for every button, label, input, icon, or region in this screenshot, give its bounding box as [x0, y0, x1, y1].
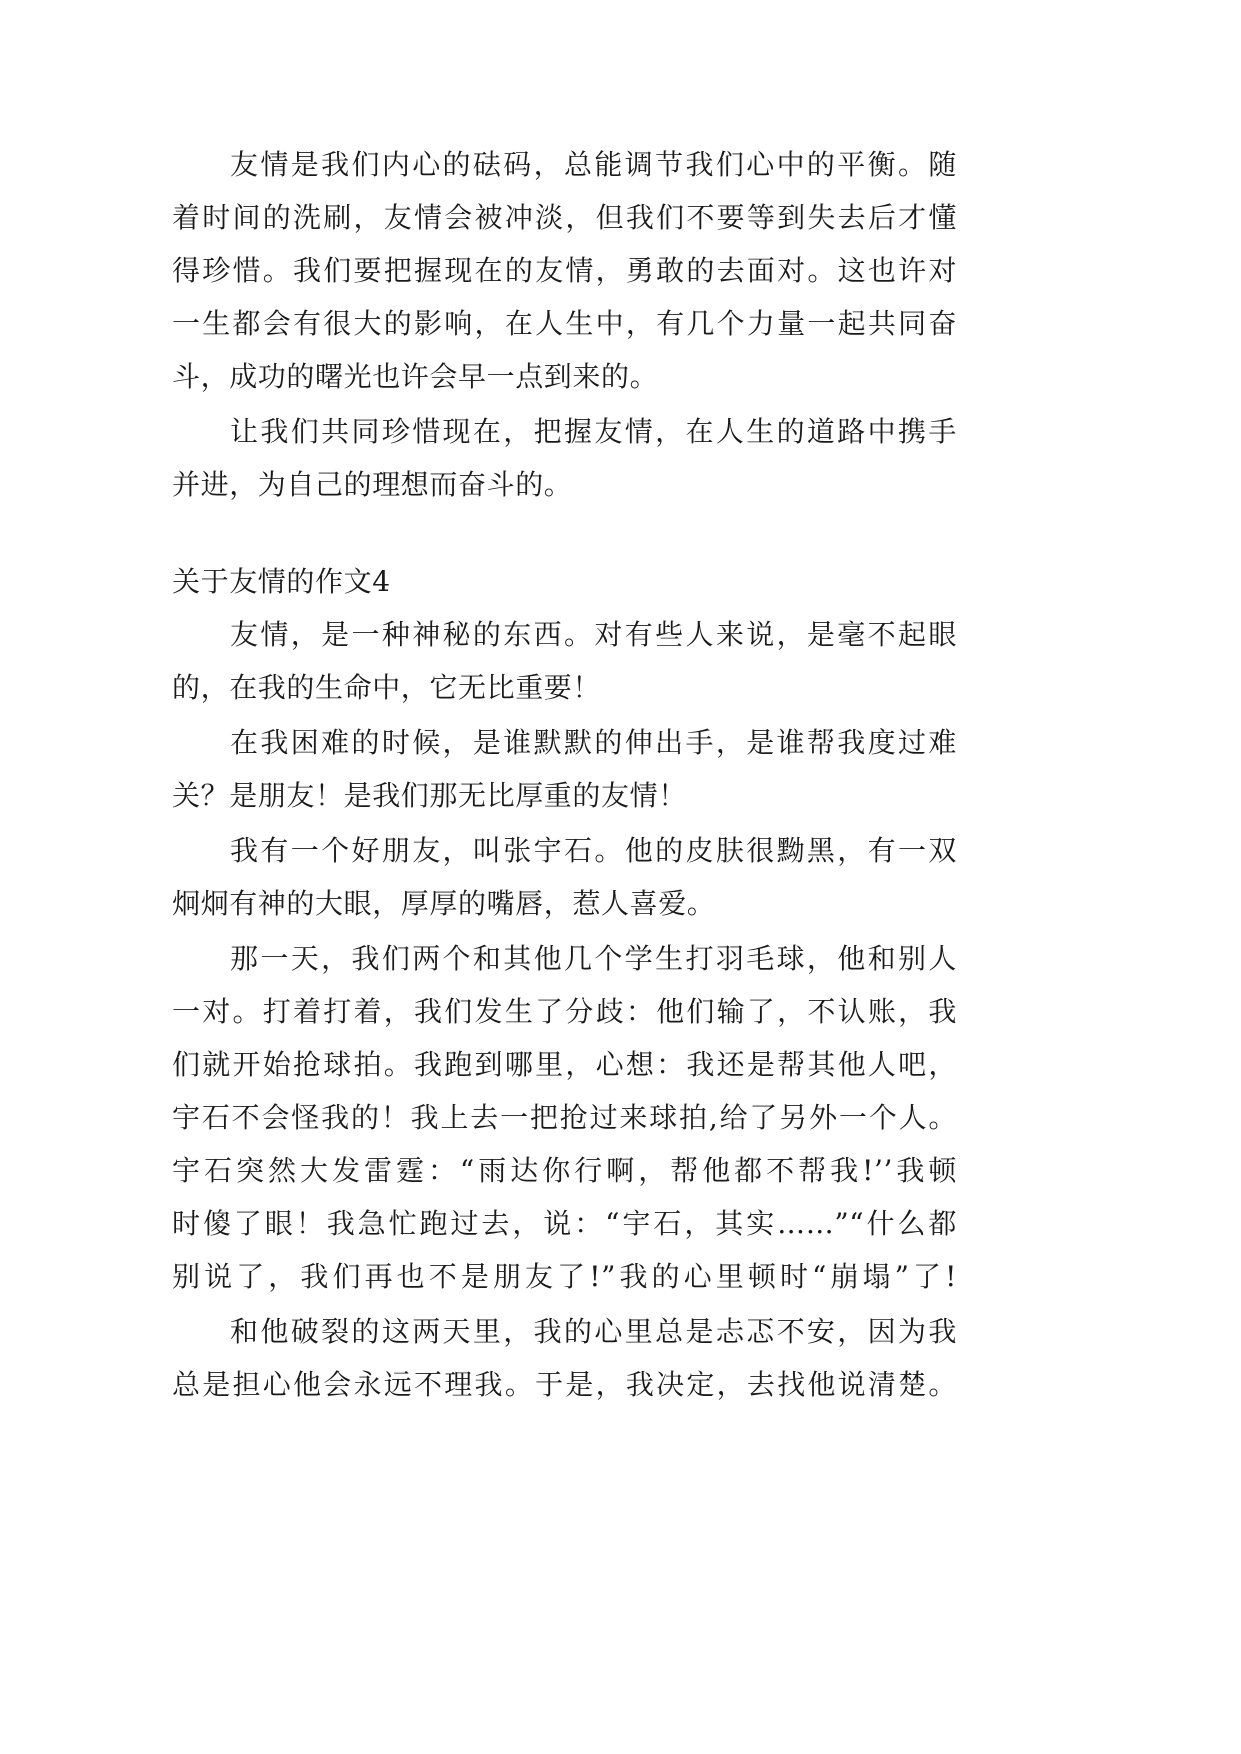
text-line: 在我困难的时候，是谁默默的伸出手，是谁帮我度过难 — [230, 726, 957, 759]
text-line: 一对。打着打着，我们发生了分歧：他们输了，不认账，我 — [172, 995, 957, 1028]
text-line: 得珍惜。我们要把握现在的友情，勇敢的去面对。这也许对 — [172, 254, 957, 287]
paragraph — [172, 716, 957, 822]
text-line: 关？是朋友！是我们那无比厚重的友情！ — [172, 779, 687, 812]
text-line: 的，在我的生命中，它无比重要！ — [172, 671, 602, 704]
text-line: 宇石突然大发雷霆：“雨达你行啊，帮他都不帮我!’’我顿 — [172, 1154, 957, 1187]
paragraph — [172, 405, 957, 511]
text-line: 别说了，我们再也不是朋友了!”我的心里顿时“崩塌”了! — [172, 1260, 957, 1293]
text-line: 友情是我们内心的砝码，总能调节我们心中的平衡。随 — [230, 148, 957, 181]
paragraph — [172, 138, 957, 403]
text-line: 宇石不会怪我的！我上去一把抢过来球拍,给了另外一个人。 — [172, 1101, 957, 1134]
paragraph — [172, 824, 957, 930]
text-line: 着时间的洗刷，友情会被冲淡，但我们不要等到失去后才懂 — [172, 201, 957, 234]
text-line: 那一天，我们两个和其他几个学生打羽毛球，他和别人 — [230, 942, 957, 975]
paragraph — [172, 932, 957, 1303]
text-line: 时傻了眼！我急忙跑过去，说：“宇石，其实……”“什么都 — [172, 1207, 957, 1240]
text-line: 并进，为自己的理想而奋斗的。 — [172, 468, 573, 501]
text-line: 总是担心他会永远不理我。于是，我决定，去找他说清楚。 — [172, 1368, 957, 1401]
text-line: 让我们共同珍惜现在，把握友情，在人生的道路中携手 — [230, 415, 957, 448]
text-line: 们就开始抢球拍。我跑到哪里，心想：我还是帮其他人吧， — [172, 1048, 957, 1081]
text-line: 和他破裂的这两天里，我的心里总是忐忑不安，因为我 — [230, 1315, 957, 1348]
text-line: 友情，是一种神秘的东西。对有些人来说，是毫不起眼 — [230, 618, 957, 651]
document-body — [172, 138, 957, 1411]
paragraph — [172, 1305, 957, 1411]
text-line: 我有一个好朋友，叫张宇石。他的皮肤很黝黑，有一双 — [230, 834, 957, 867]
section-heading: 关于友情的作文4 — [172, 565, 391, 598]
paragraph — [172, 608, 957, 714]
text-line: 炯炯有神的大眼，厚厚的嘴唇，惹人喜爱。 — [172, 887, 716, 920]
text-line: 斗，成功的曙光也许会早一点到来的。 — [172, 360, 659, 393]
text-line: 一生都会有很大的影响，在人生中，有几个力量一起共同奋 — [172, 307, 957, 340]
